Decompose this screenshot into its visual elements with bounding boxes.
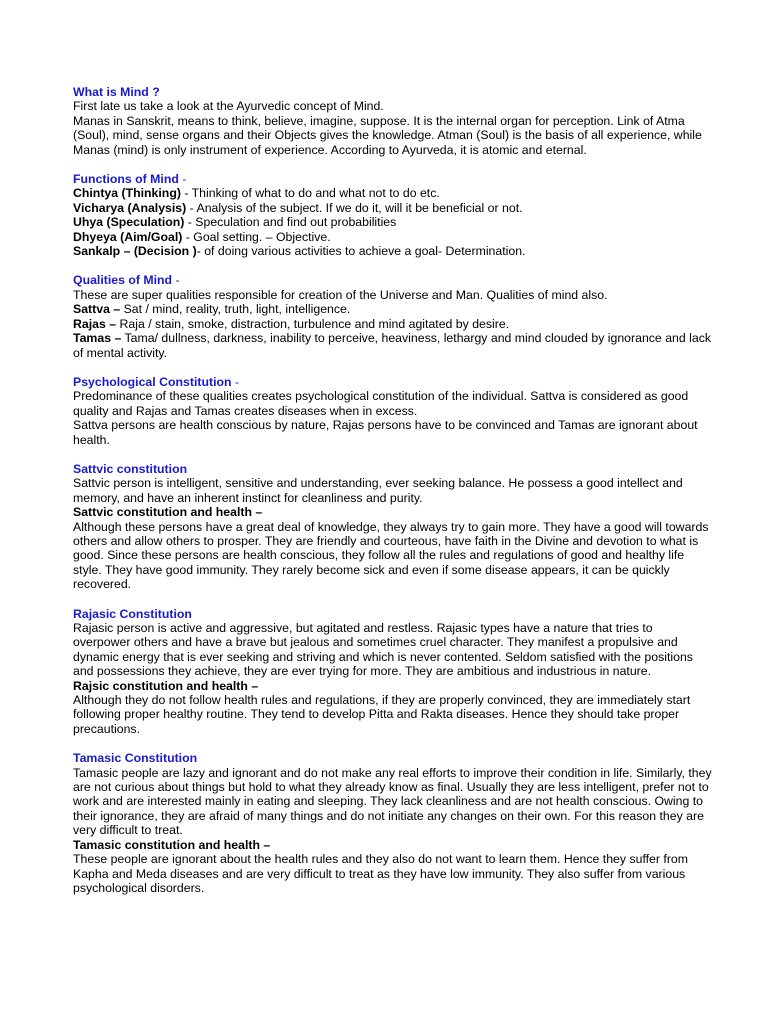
- paragraph: Although these persons have a great deal of knowledge, they always try to gain more. They have a good will towards others and allow others to prosper. They are friendly and courteous, have faith in the Divine and devotion to what is good. Since these persons are health conscious, they follow all the rules and regulations of good and healthy life style. They have good immunity. They rarely become sick and even if some disease appears, it can be quickly recovered.: [73, 519, 709, 592]
- paragraph: These are super qualities responsible for creation of the Universe and Man. Qualities of mind also.: [73, 287, 608, 302]
- heading-what-is-mind: What is Mind ?: [73, 85, 160, 99]
- function-term: Dhyeya (Aim/Goal): [73, 229, 183, 244]
- paragraph: Predominance of these qualities creates psychological constitution of the individual. Sattva is considered as good quality and Rajas and Tamas creates diseases when in excess.: [73, 389, 689, 418]
- function-item: [73, 215, 713, 229]
- function-text: - of doing various activities to achieve a goal- Determination.: [196, 244, 526, 259]
- function-item: [73, 244, 713, 258]
- heading-text: Qualities of Mind: [73, 273, 173, 288]
- paragraph: Manas in Sanskrit, means to think, believe, imagine, suppose. It is the internal organ for perception. Link of Atma (Soul), mind, sense organs and their Objects gives the knowledge. Atman (Soul) is the basis of all experience, while Manas (mind) is only instrument of experience. According to Ayurveda, it is atomic and eternal.: [73, 113, 702, 157]
- heading-functions-of-mind: [73, 172, 713, 186]
- quality-term: Sattva –: [73, 302, 121, 317]
- heading-suffix: -: [172, 273, 180, 288]
- section-rajasic-constitution: [73, 607, 713, 737]
- heading-tamasic-constitution: Tamasic Constitution: [73, 751, 198, 766]
- heading-sattvic-constitution: Sattvic constitution: [73, 461, 188, 476]
- paragraph: Sattvic person is intelligent, sensitive and understanding, ever seeking balance. He possess a good intellect and memory, and have an inherent instinct for cleanliness and purity.: [73, 476, 683, 505]
- function-term: Vicharya (Analysis): [73, 200, 187, 215]
- function-term: Sankalp – (Decision ): [73, 244, 197, 259]
- function-term: Uhya (Speculation): [73, 215, 185, 230]
- paragraph: First late us take a look at the Ayurvedic concept of Mind.: [73, 99, 384, 114]
- function-text: - Speculation and find out probabilities: [184, 215, 397, 230]
- quality-item: [73, 302, 713, 316]
- subheading: Tamasic constitution and health –: [73, 837, 271, 852]
- paragraph: Tamasic people are lazy and ignorant and do not make any real efforts to improve their condition in life. Similarly, they are not curious about things but hold to what they already know as final. Usually they are less intelligent, prefer not to work and are interested mainly in eating and sleeping. They lack cleanliness and are not health conscious. Owing to their ignorance, they are afraid of many things and do not initiate any changes on their own. For this reason they are very difficult to treat.: [73, 765, 712, 838]
- section-qualities-of-mind: [73, 273, 713, 359]
- function-item: [73, 230, 713, 244]
- heading-suffix: -: [231, 374, 240, 389]
- heading-psychological-constitution: [73, 375, 713, 389]
- quality-text: Tama/ dullness, darkness, inability to perceive, heaviness, lethargy and mind clouded by ignorance and lack of mental activity.: [73, 331, 711, 360]
- subheading: Sattvic constitution and health –: [73, 505, 263, 520]
- quality-item: [73, 331, 713, 360]
- paragraph: Sattva persons are health conscious by nature, Rajas persons have to be convinced and Tamas are ignorant about health.: [73, 418, 698, 447]
- heading-qualities-of-mind: [73, 273, 713, 287]
- heading-text: Functions of Mind: [73, 172, 179, 187]
- section-tamasic-constitution: [73, 751, 713, 895]
- heading-rajasic-constitution: Rajasic Constitution: [73, 606, 192, 621]
- section-functions-of-mind: [73, 172, 713, 258]
- function-term: Chintya (Thinking): [73, 186, 181, 201]
- document-page: [73, 85, 713, 910]
- function-text: - Goal setting. – Objective.: [182, 229, 331, 244]
- function-text: - Thinking of what to do and what not to do etc.: [180, 186, 440, 201]
- function-item: [73, 186, 713, 200]
- heading-suffix: -: [178, 172, 187, 187]
- quality-text: Raja / stain, smoke, distraction, turbulence and mind agitated by desire.: [116, 316, 510, 331]
- quality-term: Tamas –: [73, 331, 122, 346]
- section-what-is-mind: [73, 85, 713, 157]
- paragraph: Although they do not follow health rules and regulations, if they are properly convinced, they are immediately start following proper healthy routine. They tend to develop Pitta and Rakta diseases. Hence they should take proper precautions.: [73, 693, 691, 736]
- subheading: Rajsic constitution and health –: [73, 678, 259, 693]
- quality-text: Sat / mind, reality, truth, light, intelligence.: [120, 302, 351, 317]
- paragraph: Rajasic person is active and aggressive, but agitated and restless. Rajasic types have a nature that tries to overpower others and have a brave but jealous and sometimes cruel character. They manifest a propulsive and dynamic energy that is ever seeking and striving and which is never contented. Seldom satisfied with the positions and possessions they achieve, they are ever trying for more. They are ambitious and industrious in nature.: [73, 621, 693, 679]
- section-sattvic-constitution: [73, 462, 713, 592]
- quality-item: [73, 317, 713, 331]
- function-text: - Analysis of the subject. If we do it, will it be beneficial or not.: [186, 200, 523, 215]
- heading-text: Psychological Constitution: [73, 374, 232, 389]
- section-psychological-constitution: [73, 375, 713, 447]
- paragraph: These people are ignorant about the health rules and they also do not want to learn them. Hence they suffer from Kapha and Meda diseases and are very difficult to treat as they have low immunity. They also suffer from various psychological disorders.: [73, 852, 689, 895]
- quality-term: Rajas –: [73, 316, 117, 331]
- function-item: [73, 201, 713, 215]
